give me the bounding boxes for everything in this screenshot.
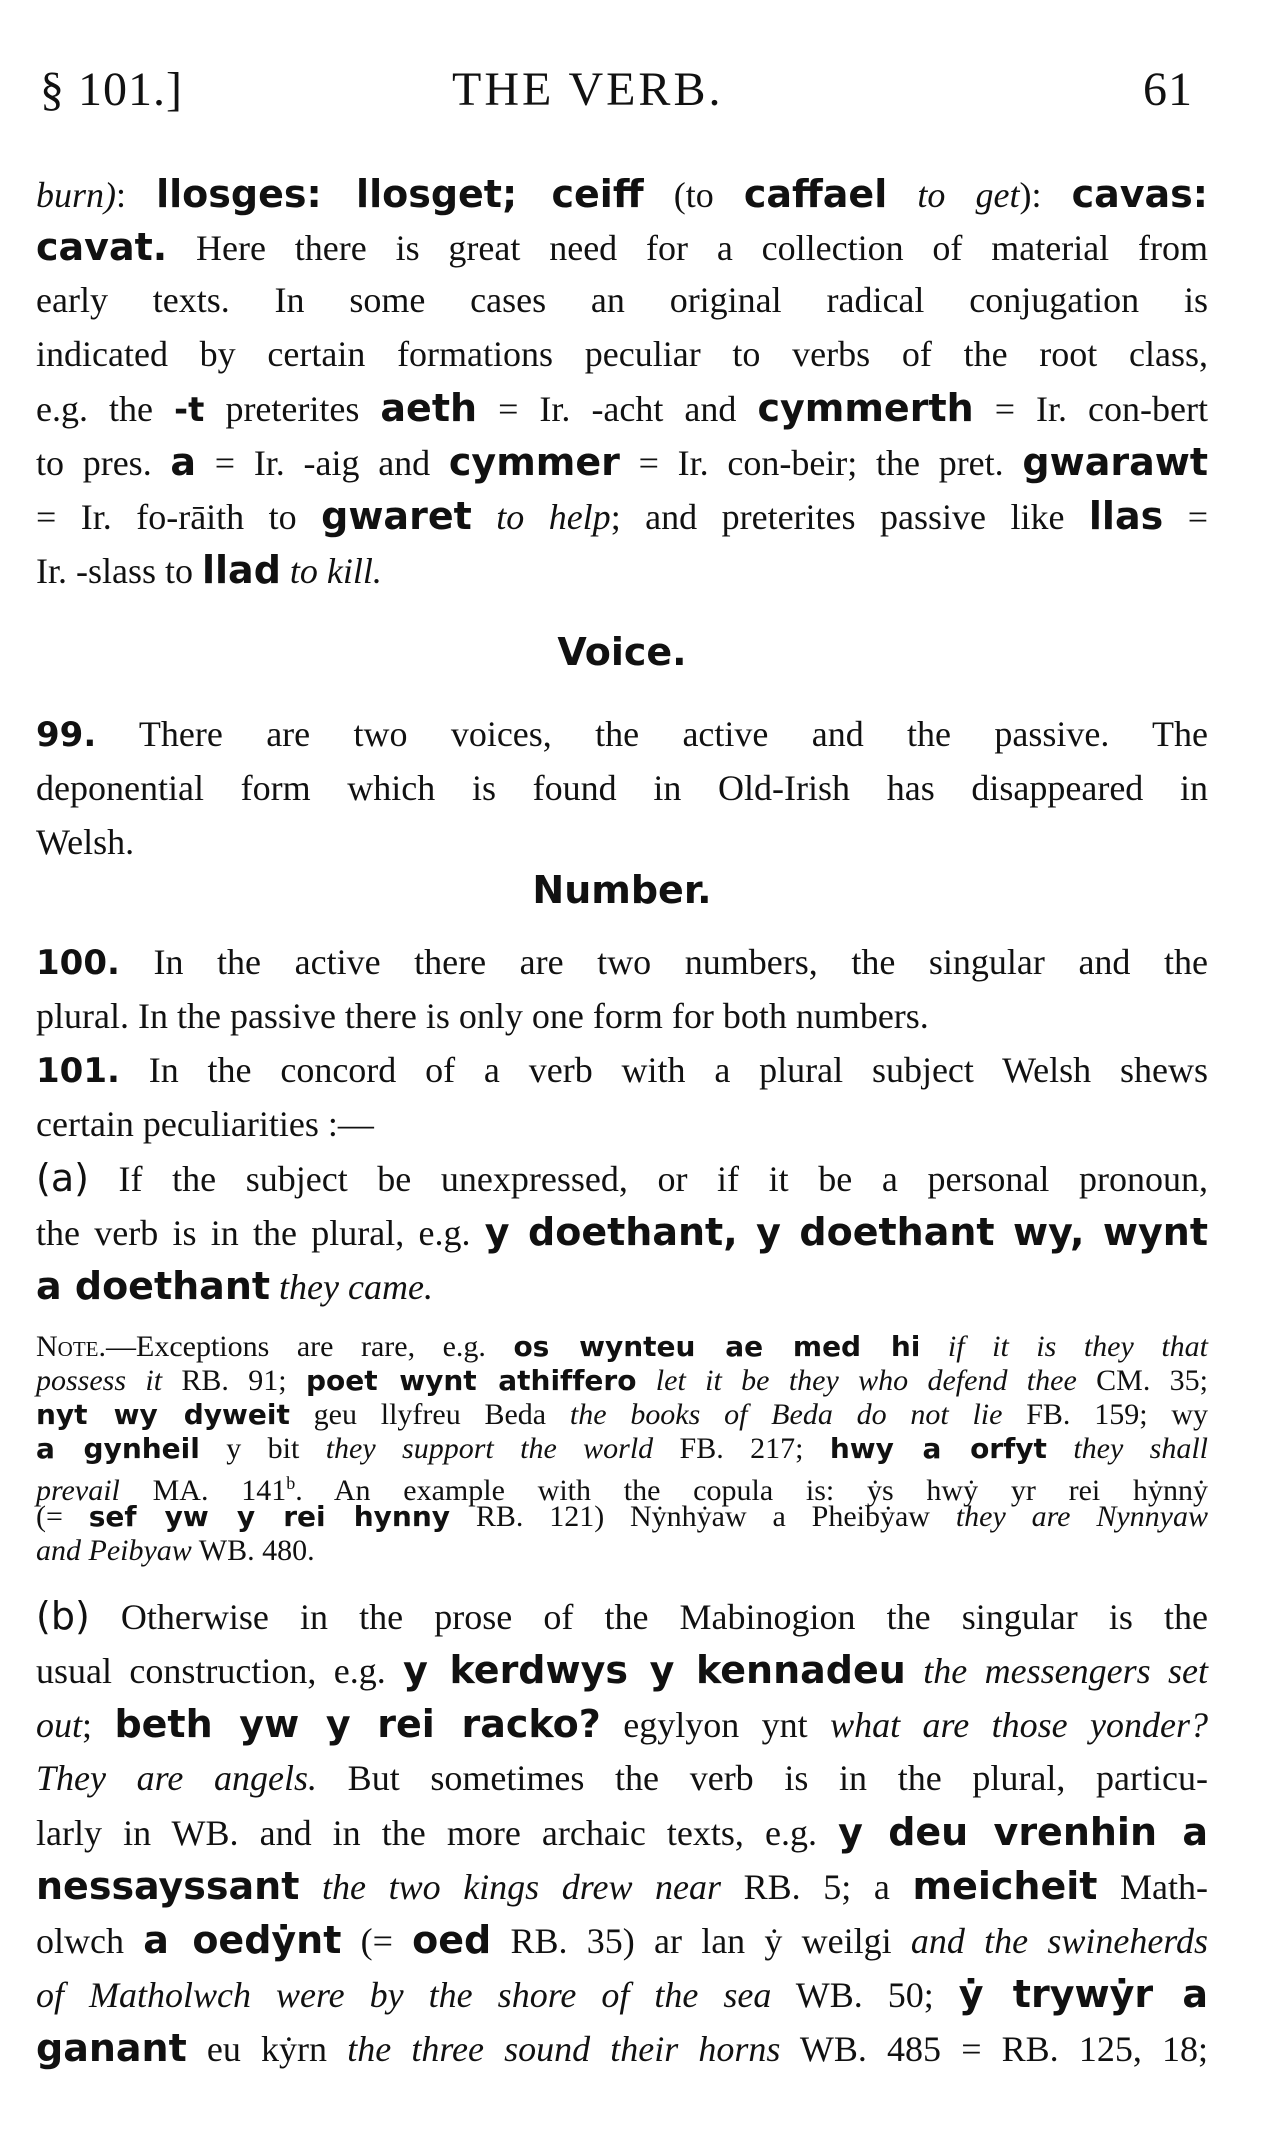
text-line: usual construction, e.g. y kerdwys y kennadeu the messengers set bbox=[36, 1648, 1208, 1692]
text-line: 99. There are two voices, the active and the passive. The bbox=[36, 714, 1208, 755]
section-heading-number: Number. bbox=[532, 868, 712, 912]
note-line: prevail MA. 141$^b$. An example with the copula is: ẏs hwẏ yr rei hẏnnẏ bbox=[36, 1473, 1209, 1507]
text-line: Welsh. bbox=[36, 822, 135, 862]
text-line: larly in WB. and in the more archaic texts, e.g. y deu vrenhin a bbox=[36, 1810, 1208, 1854]
text-line: early texts. In some cases an original radical conjugation is bbox=[36, 280, 1208, 320]
text-line: the verb is in the plural, e.g. y doethant, y doethant wy, wynt bbox=[36, 1210, 1208, 1254]
text-line: ganant eu kẏrn the three sound their horns WB. 485 = RB. 125, 18; bbox=[36, 2026, 1208, 2070]
text-line: of Matholwch were by the shore of the sea WB. 50; ẏ trywẏr a bbox=[36, 1972, 1208, 2016]
text-line: 101. In the concord of a verb with a plural subject Welsh shews bbox=[36, 1050, 1208, 1091]
text-line: cavat. Here there is great need for a collection of material from bbox=[36, 225, 1208, 269]
text-line: e.g. the -t preterites aeth = Ir. -acht and cymmerth = Ir. con-bert bbox=[36, 386, 1208, 430]
section-ref: § 101.] bbox=[40, 63, 183, 116]
text-line: = Ir. fo-rāith to gwaret to help; and preterites passive like llas = bbox=[36, 494, 1208, 538]
text-line: 100. In the active there are two numbers, the singular and the bbox=[36, 942, 1208, 983]
text-line: deponential form which is found in Old-Irish has disappeared in bbox=[36, 768, 1208, 808]
running-title: THE VERB. bbox=[452, 63, 724, 116]
section-heading-voice: Voice. bbox=[557, 630, 687, 674]
text-line: burn): llosges: llosget; ceiff (to caffael to get): cavas: bbox=[36, 172, 1208, 216]
text-line: nessayssant the two kings drew near RB. 5; a meicheit Math- bbox=[36, 1864, 1208, 1908]
text-line: a doethant they came. bbox=[36, 1264, 433, 1308]
page-number: 61 bbox=[1143, 63, 1193, 116]
text-line: Ir. -slass to llad to kill. bbox=[36, 548, 382, 592]
text-line: indicated by certain formations peculiar to verbs of the root class, bbox=[36, 334, 1208, 374]
text-line: certain peculiarities :— bbox=[36, 1104, 374, 1144]
text-line: out; beth yw y rei racko? egylyon ynt what are those yonder? bbox=[36, 1702, 1208, 1746]
note-line: possess it RB. 91; poet wynt athiffero let it be they who defend thee CM. 35; bbox=[36, 1364, 1208, 1397]
text-line: (a) If the subject be unexpressed, or if it be a personal pronoun, bbox=[36, 1156, 1208, 1200]
text-line: olwch a oedẏnt (= oed RB. 35) ar lan ẏ weilgi and the swineherds bbox=[36, 1918, 1208, 1962]
text-line: plural. In the passive there is only one form for both numbers. bbox=[36, 996, 929, 1036]
note-line: Note.—Exceptions are rare, e.g. os wynteu ae med hi if it is they that bbox=[36, 1330, 1208, 1363]
text-line: (b) Otherwise in the prose of the Mabinogion the singular is the bbox=[36, 1594, 1208, 1638]
text-line: They are angels. But sometimes the verb is in the plural, particu- bbox=[36, 1758, 1208, 1798]
note-line: and Peibyaw WB. 480. bbox=[36, 1534, 315, 1567]
text-line: to pres. a = Ir. -aig and cymmer = Ir. con-beir; the pret. gwarawt bbox=[36, 440, 1208, 484]
note-line: (= sef yw y rei hynny RB. 121) Nẏnhẏaw a Pheibẏaw they are Nynnyaw bbox=[36, 1500, 1208, 1533]
note-line: nyt wy dyweit geu llyfreu Beda the books of Beda do not lie FB. 159; wy bbox=[36, 1398, 1208, 1431]
note-line: a gynheil y bit they support the world FB. 217; hwy a orfyt they shall bbox=[36, 1432, 1209, 1465]
